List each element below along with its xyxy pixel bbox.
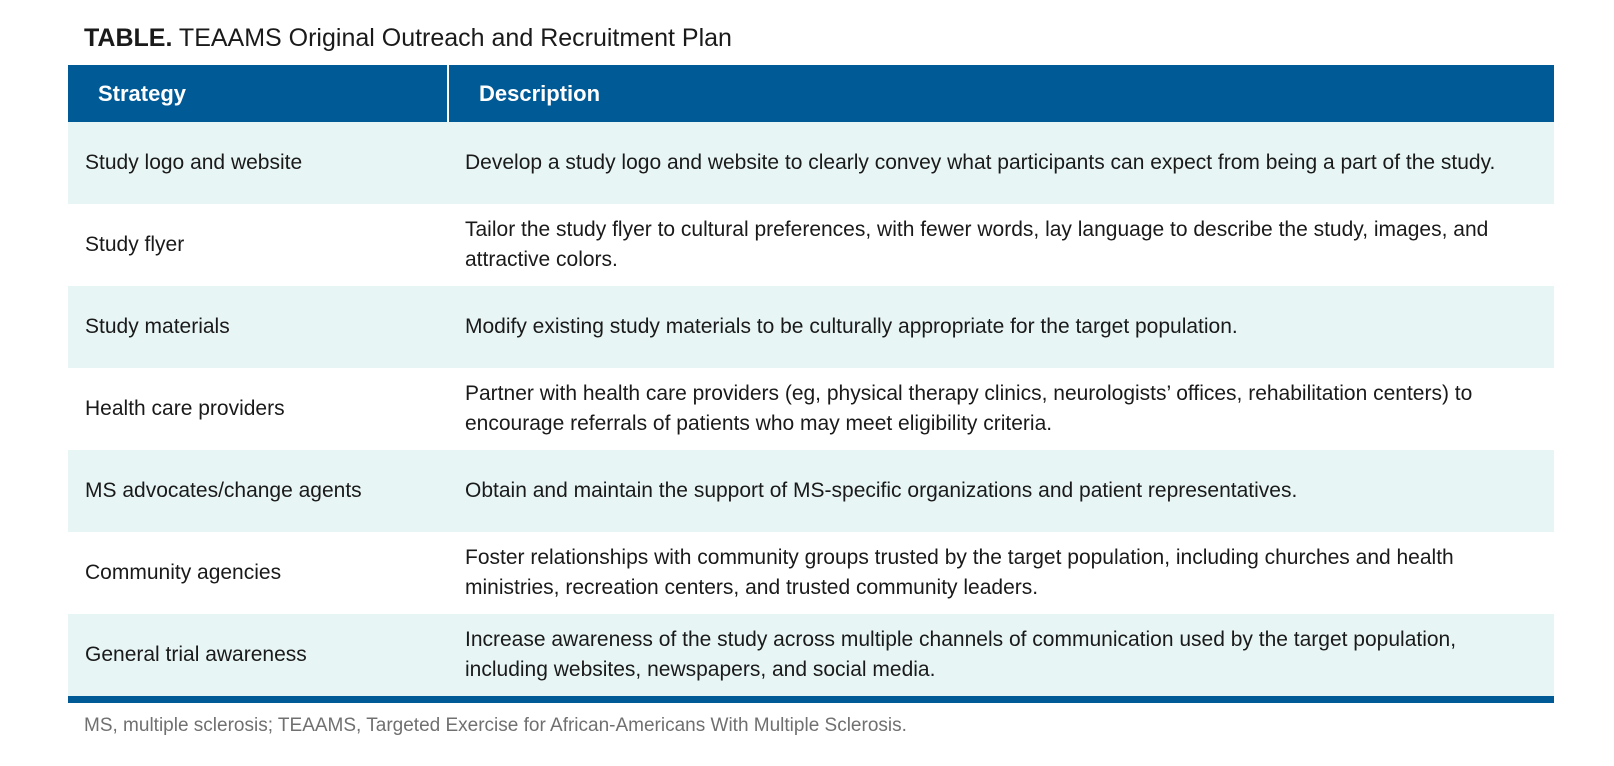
description-cell: Develop a study logo and website to clearly convey what participants can expect from being a part of the study. — [448, 122, 1554, 204]
strategy-cell: MS advocates/change agents — [68, 450, 448, 532]
description-cell: Increase awareness of the study across multiple channels of communication used by the target population, including websites, newspapers, and social media. — [448, 614, 1554, 696]
strategy-cell: Community agencies — [68, 532, 448, 614]
table-row — [68, 614, 1554, 696]
table-row — [68, 122, 1554, 204]
column-header-strategy: Strategy — [68, 65, 448, 122]
table-caption-label: TABLE. — [84, 24, 173, 52]
table-header-row — [68, 65, 1554, 122]
table-row — [68, 286, 1554, 368]
description-cell: Partner with health care providers (eg, physical therapy clinics, neurologists’ offices, rehabilitation centers) to encourage referrals of patients who may meet eligibility criteria. — [448, 368, 1554, 450]
description-cell: Foster relationships with community groups trusted by the target population, including churches and health ministries, recreation centers, and trusted community leaders. — [448, 532, 1554, 614]
column-header-description: Description — [448, 65, 1554, 122]
table-container — [68, 65, 1554, 703]
table-header — [68, 65, 1554, 122]
description-cell: Modify existing study materials to be culturally appropriate for the target population. — [448, 286, 1554, 368]
table-bottom-rule — [68, 696, 1554, 703]
table-row — [68, 532, 1554, 614]
table-footnote: MS, multiple sclerosis; TEAAMS, Targeted Exercise for African-Americans With Multiple Sclerosis. — [84, 715, 907, 736]
table-caption — [84, 22, 732, 54]
table-row — [68, 368, 1554, 450]
table-caption-title: TEAAMS Original Outreach and Recruitment Plan — [178, 24, 732, 52]
strategy-cell: General trial awareness — [68, 614, 448, 696]
description-cell: Tailor the study flyer to cultural preferences, with fewer words, lay language to describe the study, images, and attractive colors. — [448, 204, 1554, 286]
table-row — [68, 204, 1554, 286]
strategy-cell: Health care providers — [68, 368, 448, 450]
table-body — [68, 122, 1554, 696]
strategy-cell: Study flyer — [68, 204, 448, 286]
strategy-cell: Study logo and website — [68, 122, 448, 204]
table-row — [68, 450, 1554, 532]
description-cell: Obtain and maintain the support of MS-specific organizations and patient representatives. — [448, 450, 1554, 532]
recruitment-plan-table — [68, 65, 1554, 696]
strategy-cell: Study materials — [68, 286, 448, 368]
